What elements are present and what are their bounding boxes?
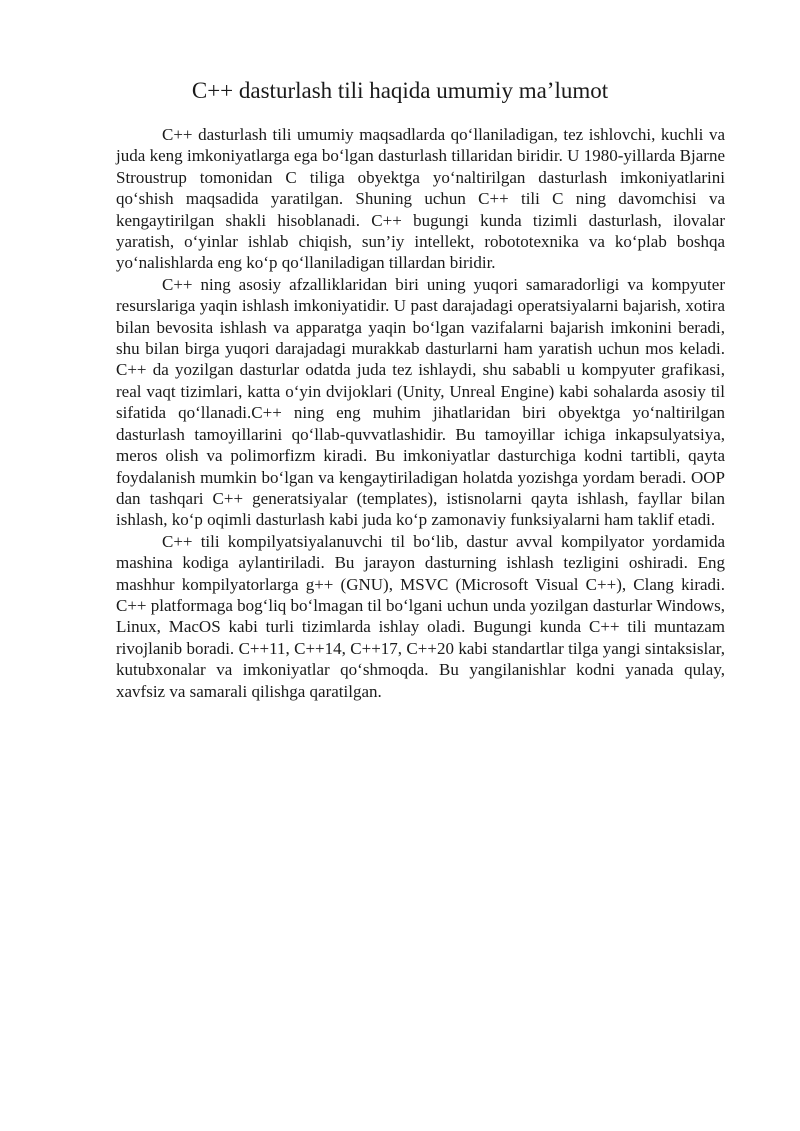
- document-body: [116, 124, 725, 702]
- document-title: C++ dasturlash tili haqida umumiy ma’lumot: [191, 78, 609, 103]
- paragraph-introduction: C++ dasturlash tili umumiy maqsadlarda qo‘llaniladigan, tez ishlovchi, kuchli va juda keng imkoniyatlarga ega bo‘lgan dasturlash tillaridan biridir. U 1980-yillarda Bjarne Stroustrup tomonidan C tiliga obyektga yo‘naltirilgan dasturlash imkoniyatlarini qo‘shish maqsadida yaratilgan. Shuning uchun C++ tili C ning davomchisi va kengaytirilgan shakli hisoblanadi. C++ bugungi kunda tizimli dasturlash, ilovalar yaratish, o‘yinlar ishlab chiqish, sun’iy intellekt, robototexnika va ko‘plab boshqa yo‘nalishlarda eng ko‘p qo‘llaniladigan tillardan biridir.: [116, 125, 725, 273]
- paragraph-advantages: C++ ning asosiy afzalliklaridan biri uning yuqori samaradorligi va kompyuter resurslariga yaqin ishlash imkoniyatidir. U past darajadagi operatsiyalarni bajarish, xotira bilan bevosita ishlash va apparatga yaqin bo‘lgan vazifalarni bajarish imkonini beradi, shu bilan birga yuqori darajadagi murakkab dasturlarni ham yaratish uchun mos keladi. C++ da yozilgan dasturlar odatda juda tez ishlaydi, shu sababli u kompyuter grafikasi, real vaqt tizimlari, katta o‘yin dvijoklari (Unity, Unreal Engine) kabi sohalarda asosiy til sifatida qo‘llanadi.C++ ning eng muhim jihatlaridan biri obyektga yo‘naltirilgan dasturlash tamoyillarini qo‘llab-quvvatlashidir. Bu tamoyillar ichiga inkapsulyatsiya, meros olish va polimorfizm kiradi. Bu imkoniyatlar dasturchiga kodni tartibli, qayta foydalanish mumkin bo‘lgan va kengaytiriladigan holatda yozishga yordam beradi. OOP dan tashqari C++ generatsiyalar (templates), istisnolarni qayta ishlash, fayllar bilan ishlash, ko‘p oqimli dasturlash kabi juda ko‘p zamonaviy funksiyalarni ham taklif etadi.: [116, 274, 725, 530]
- paragraph-compilation: C++ tili kompilyatsiyalanuvchi til bo‘lib, dastur avval kompilyator yordamida mashina kodiga aylantiriladi. Bu jarayon dasturning ishlash tezligini oshiradi. Eng mashhur kompilyatorlarga g++ (GNU), MSVC (Microsoft Visual C++), Clang kiradi. C++ platformaga bog‘liq bo‘lmagan til bo‘lgani uchun unda yozilgan dasturlar Windows, Linux, MacOS kabi turli tizimlarda ishlay oladi. Bugungi kunda C++ tili muntazam rivojlanib boradi. C++11, C++14, C++17, C++20 kabi standartlar tilga yangi sintaksislar, kutubxonalar va imkoniyatlar qo‘shmoqda. Bu yangilanishlar kodni yanada qulay, xavfsiz va samarali qilishga qaratilgan.: [116, 531, 725, 701]
